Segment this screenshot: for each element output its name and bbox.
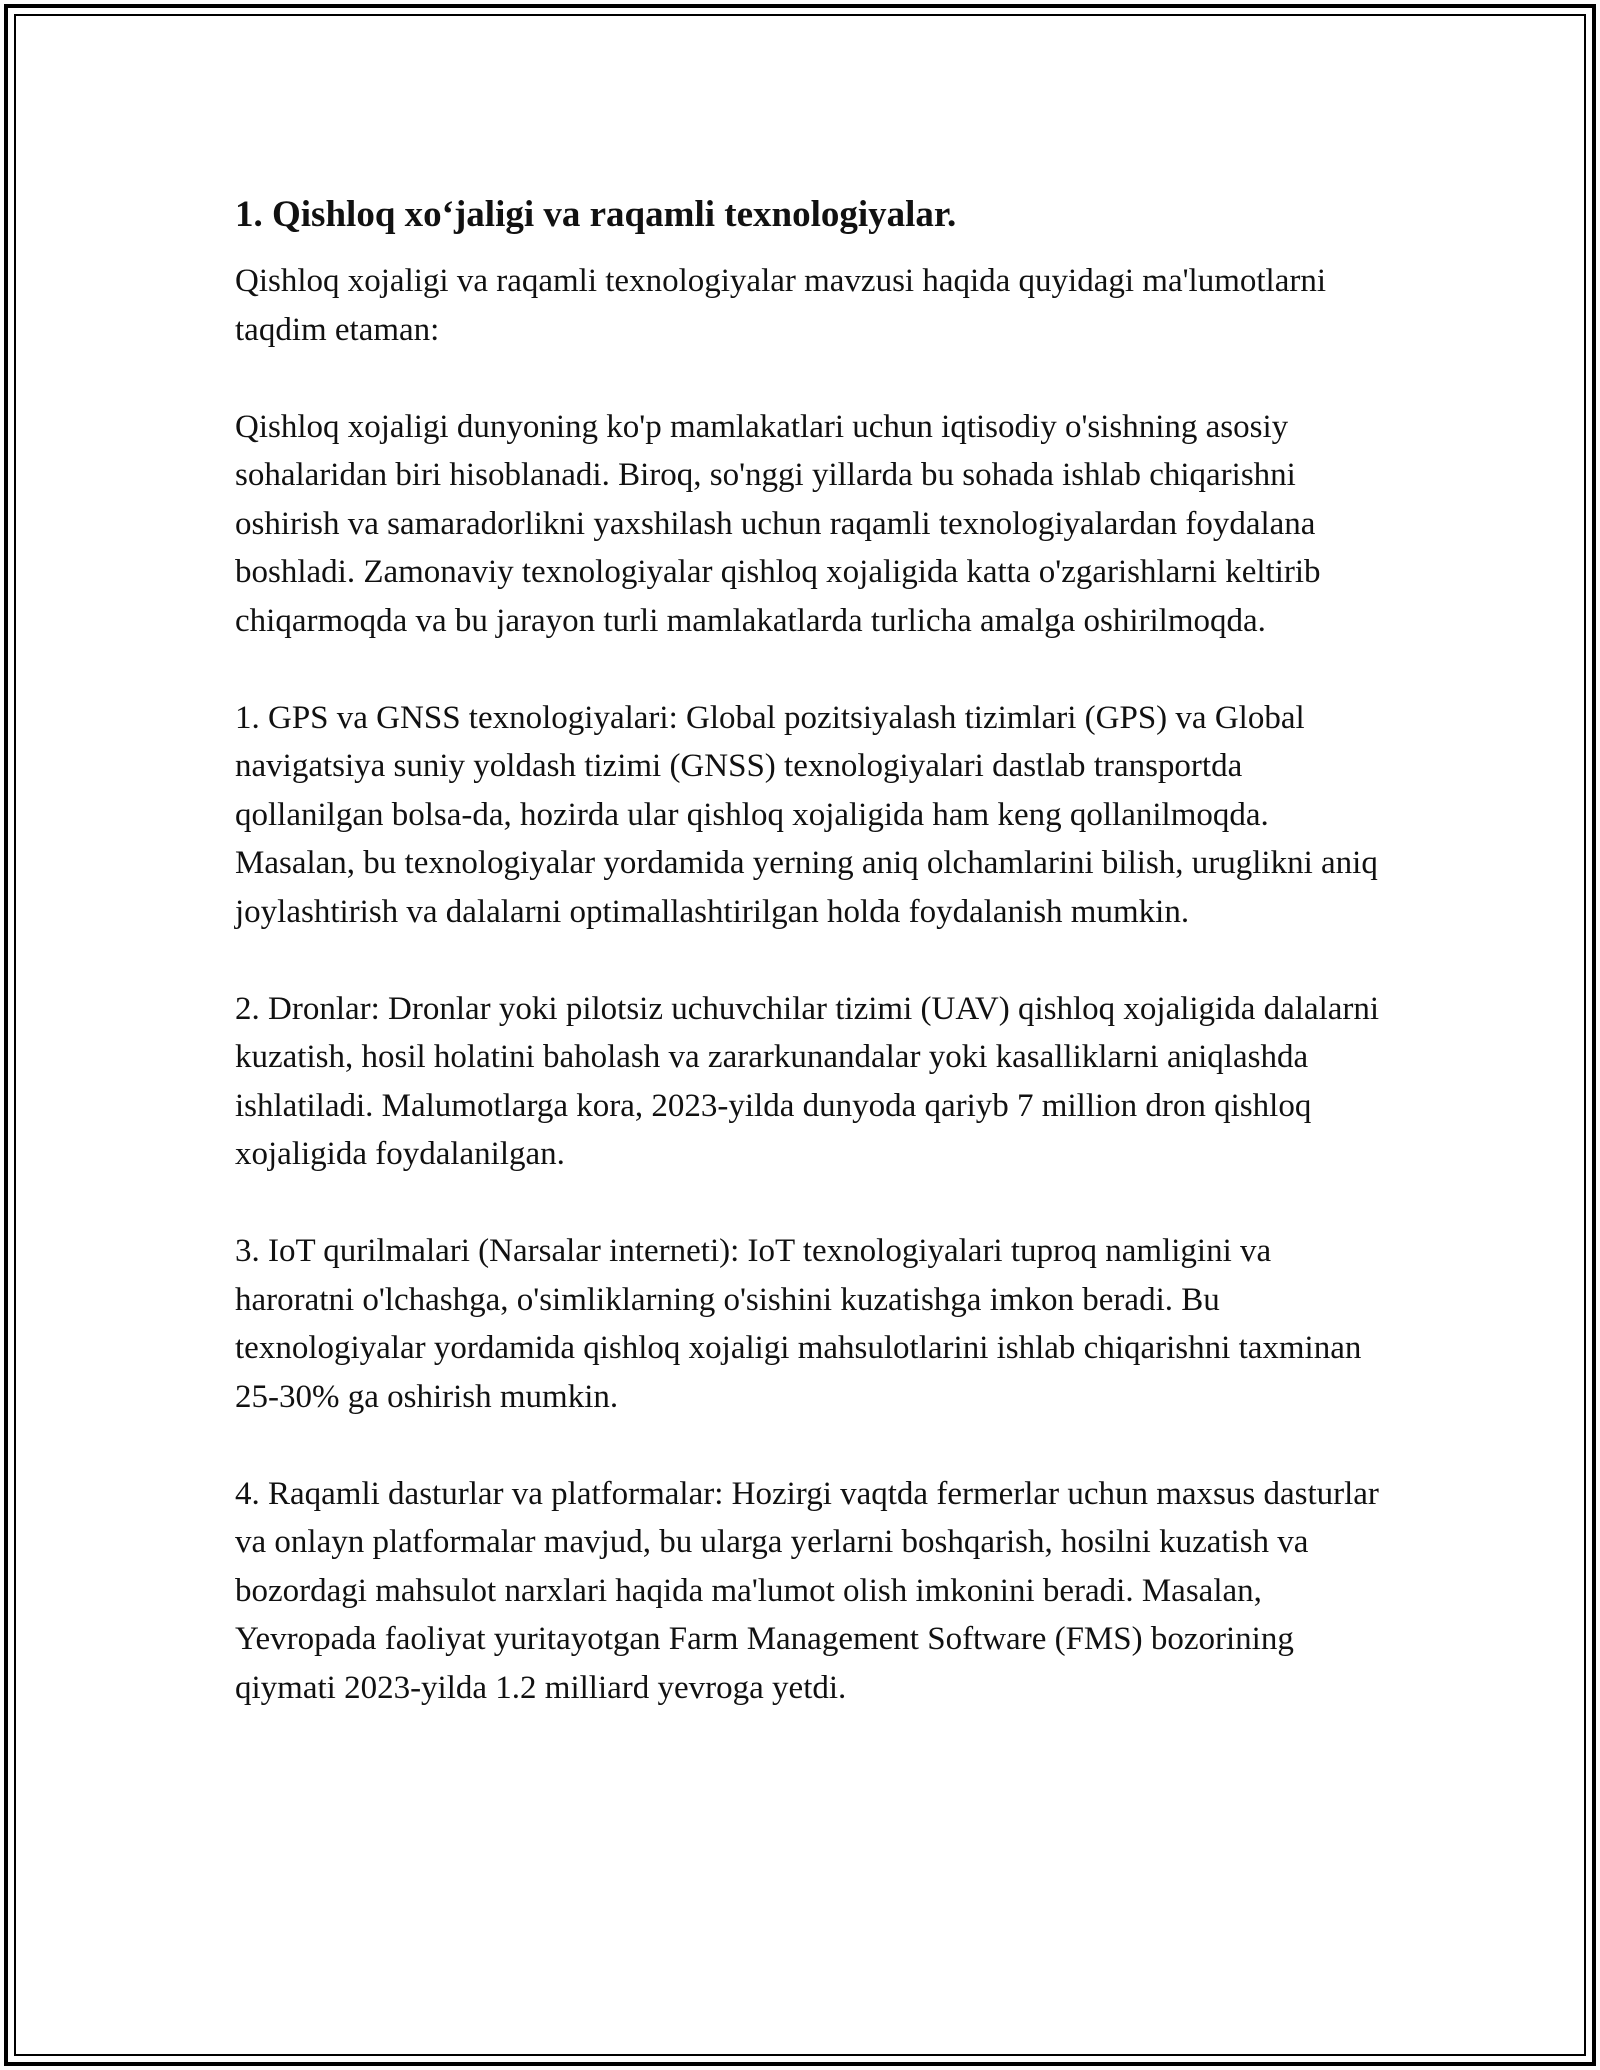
- document-title: 1. Qishloq xo‘jaligi va raqamli texnologiyalar.: [235, 194, 957, 235]
- gps-gnss-paragraph: 1. GPS va GNSS texnologiyalari: Global pozitsiyalash tizimlari (GPS) va Global navigatsiya suniy yoldash tizimi (GNSS) texnologiyalari dastlab transportda qollanilgan bolsa-da, hozirda ular qishloq xojaligida ham keng qollanilmoqda. Masalan, bu texnologiyalar yordamida yerning aniq olchamlarini bilish, uruglikni aniq joylashtirish va dalalarni optimallashtirilgan holda foydalanish mumkin.: [235, 699, 1378, 930]
- document-body: [235, 185, 1395, 1761]
- iot-paragraph: 3. IoT qurilmalari (Narsalar interneti): IoT texnologiyalari tuproq namligini va haroratni o'lchashga, o'simliklarning o'sishini kuzatishga imkon beradi. Bu texnologiyalar yordamida qishloq xojaligi mahsulotlarini ishlab chiqarishni taxminan 25-30% ga oshirish mumkin.: [235, 1233, 1362, 1415]
- intro-paragraph: Qishloq xojaligi va raqamli texnologiyalar mavzusi haqida quyidagi ma'lumotlarni taqdim etaman:: [235, 263, 1327, 348]
- digital-platforms-paragraph: 4. Raqamli dasturlar va platformalar: Hozirgi vaqtda fermerlar uchun maxsus dasturlar va onlayn platformalar mavjud, bu ularga yerlarni boshqarish, hosilni kuzatish va bozordagi mahsulot narxlari haqida ma'lumot olish imkonini beradi. Masalan, Yevropada faoliyat yuritayotgan Farm Management Software (FMS) bozorining qiymati 2023-yilda 1.2 milliard yevroga yetdi.: [235, 1475, 1379, 1706]
- drones-paragraph: 2. Dronlar: Dronlar yoki pilotsiz uchuvchilar tizimi (UAV) qishloq xojaligida dalalarni kuzatish, hosil holatini baholash va zararkunandalar yoki kasalliklarni aniqlashda ishlatiladi. Malumotlarga kora, 2023-yilda dunyoda qariyb 7 million dron qishloq xojaligida foydalanilgan.: [235, 990, 1380, 1172]
- overview-paragraph: Qishloq xojaligi dunyoning ko'p mamlakatlari uchun iqtisodiy o'sishning asosiy sohalaridan biri hisoblanadi. Biroq, so'nggi yillarda bu sohada ishlab chiqarishni oshirish va samaradorlikni yaxshilash uchun raqamli texnologiyalardan foydalana boshladi. Zamonaviy texnologiyalar qishloq xojaligida katta o'zgarishlarni keltirib chiqarmoqda va bu jarayon turli mamlakatlarda turlicha amalga oshirilmoqda.: [235, 408, 1321, 639]
